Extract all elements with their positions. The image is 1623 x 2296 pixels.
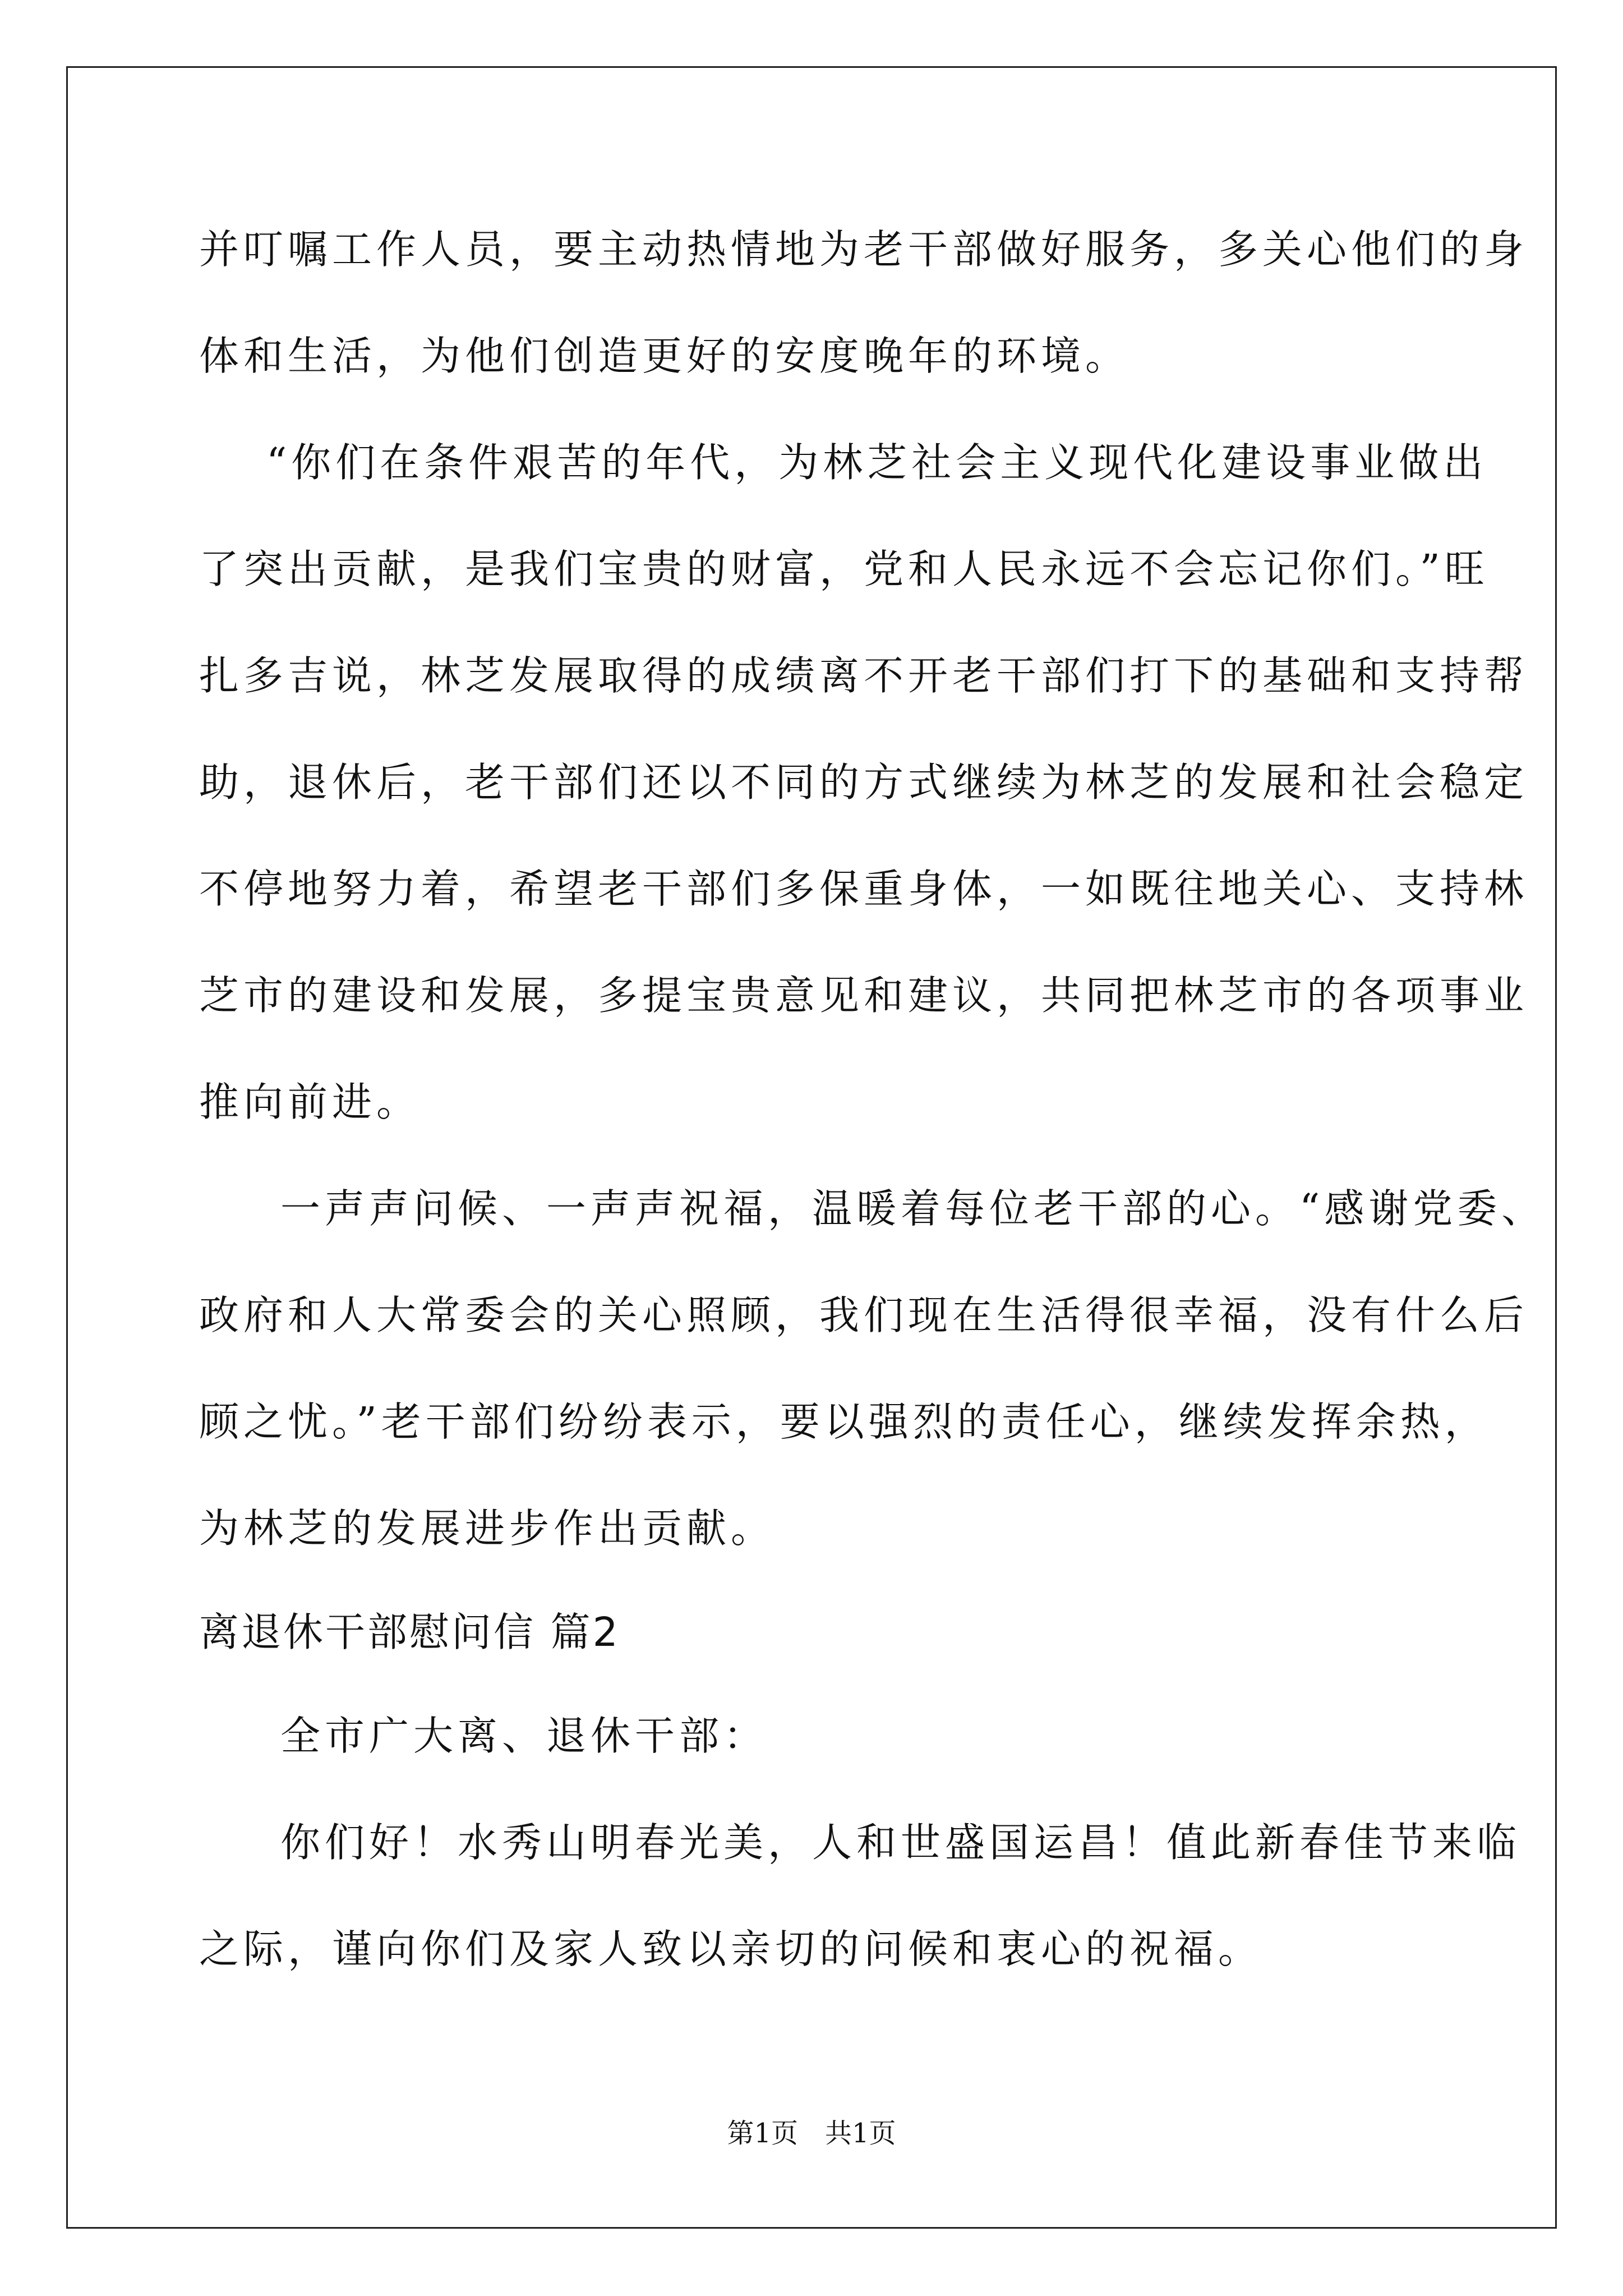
paragraph-line-6: 助，退休后，老干部们还以不同的方式继续为林芝的发展和社会稳定 [199,759,1529,806]
paragraph-line-13: 为林芝的发展进步作出贡献。 [199,1505,776,1552]
letter-line-1: 你们好！水秀山明春光美，人和世盛国运昌！值此新春佳节来临 [280,1819,1521,1866]
paragraph-line-1: 并叮嘱工作人员，要主动热情地为老干部做好服务，多关心他们的身 [199,226,1529,273]
salutation: 全市广大离、退休干部： [280,1713,768,1759]
paragraph-line-8: 芝市的建设和发展，多提宝贵意见和建议，共同把林芝市的各项事业 [199,972,1529,1019]
paragraph-line-12: 顾之忧。”老干部们纷纷表示，要以强烈的责任心，继续发挥余热， [199,1398,1489,1445]
paragraph-line-10: 一声声问候、一声声祝福，温暖着每位老干部的心。“感谢党委、 [280,1185,1546,1232]
letter-line-2: 之际，谨向你们及家人致以亲切的问候和衷心的祝福。 [199,1926,1263,1972]
paragraph-line-7: 不停地努力着，希望老干部们多保重身体，一如既往地关心、支持林 [199,866,1529,912]
page-border [66,66,1557,2229]
paragraph-line-5: 扎多吉说，林芝发展取得的成绩离不开老干部们打下的基础和支持帮 [199,652,1529,699]
paragraph-line-4: 了突出贡献，是我们宝贵的财富，党和人民永远不会忘记你们。”旺 [199,546,1489,592]
paragraph-line-3: “你们在条件艰苦的年代，为林芝社会主义现代化建设事业做出 [266,439,1488,486]
section-heading: 离退休干部慰问信 篇2 [199,1609,620,1655]
paragraph-line-11: 政府和人大常委会的关心照顾，我们现在生活得很幸福，没有什么后 [199,1292,1529,1338]
paragraph-line-9: 推向前进。 [199,1079,421,1125]
paragraph-line-2: 体和生活，为他们创造更好的安度晚年的环境。 [199,333,1130,379]
page-footer: 第1页 共1页 [727,2118,896,2149]
